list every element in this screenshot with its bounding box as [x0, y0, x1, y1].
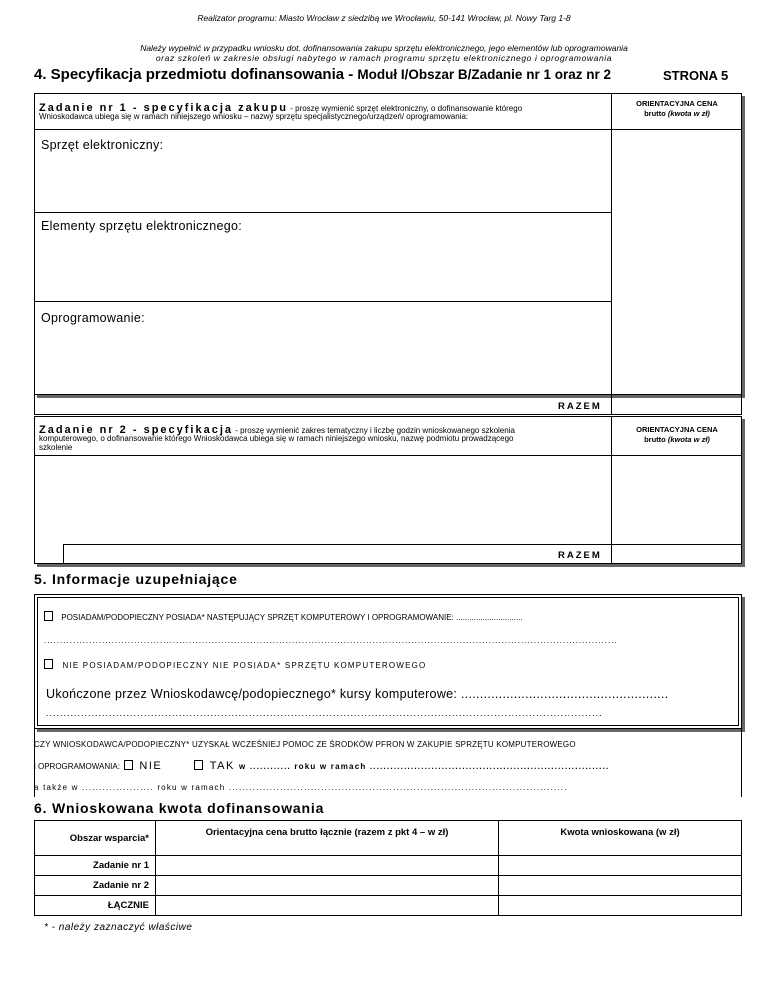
page-label: STRONA 5: [663, 68, 729, 83]
checkbox-has-equipment[interactable]: [44, 611, 53, 621]
header-realizator: Realizator programu: Miasto Wrocław z siedzibą we Wrocławiu, 50-141 Wrocław, pl. Nowy Targ 1-8: [197, 13, 571, 23]
row-label-total: ŁĄCZNIE: [35, 896, 156, 916]
section4-title: [34, 66, 611, 83]
task2-price-header: [612, 425, 742, 445]
training-field[interactable]: [35, 456, 611, 544]
task1-price-line1: ORIENTACYJNA CENA: [636, 99, 718, 108]
option-no-equipment: [44, 659, 426, 670]
section6-title: 6. Wnioskowana kwota dofinansowania: [34, 800, 325, 816]
answer-no-label: NIE: [139, 760, 163, 772]
total-amount-cell[interactable]: [499, 896, 742, 916]
row-label-task2: Zadanie nr 2: [35, 876, 156, 896]
task1-total-label: RAZEM: [558, 401, 602, 412]
label-hardware: Sprzęt elektroniczny:: [41, 138, 164, 152]
task1-price-header: [612, 99, 742, 119]
task1-desc: - proszę wymienić sprzęt elektroniczny, o dofinansowanie którego: [287, 104, 523, 113]
task2-amount-cell[interactable]: [499, 876, 742, 896]
col-amount-header: Kwota wnioskowana (w zł): [499, 821, 742, 856]
courses-dots-line[interactable]: ...............................................................................................................................................................: [46, 708, 603, 718]
task2-desc3: szkolenie: [39, 443, 73, 452]
task2-price-line1: ORIENTACYJNA CENA: [636, 425, 718, 434]
checkbox-answer-no[interactable]: [124, 760, 133, 770]
checkbox-no-equipment[interactable]: [44, 659, 53, 669]
section4-title-main: 4. Specyfikacja przedmiotu dofinansowania -: [34, 66, 358, 83]
label-software: Oprogramowanie:: [41, 311, 145, 325]
table-row: [35, 876, 742, 896]
software-field[interactable]: [35, 302, 611, 394]
option-has-equipment-label: POSIADAM/PODOPIECZNY POSIADA* NASTĘPUJĄCY SPRZĘT KOMPUTEROWY I OPROGRAMOWANIE: ..............................: [61, 613, 523, 622]
task2-price-line2: brutto (kwota w zł): [644, 435, 710, 444]
also-year-field[interactable]: a także w ..................... roku w ramach ...................................................................................................: [34, 783, 568, 792]
footnote: * - należy zaznaczyć właściwe: [44, 922, 193, 933]
funding-table: [34, 820, 742, 916]
courses-line[interactable]: Ukończone przez Wnioskodawcę/podopiecznego* kursy komputerowe: .......................................................: [46, 687, 669, 701]
section5-title: 5. Informacje uzupełniające: [34, 571, 238, 587]
label-elements: Elementy sprzętu elektronicznego:: [41, 219, 242, 233]
task1-title: Zadanie nr 1 - specyfikacja zakupu: [39, 102, 288, 114]
header-note-line2: oraz szkoleń w zakresie obsługi nabytego w ramach programu sprzętu elektronicznego i oprogramowania: [155, 53, 613, 63]
option-has-equipment: [44, 611, 523, 622]
task2-title: Zadanie nr 2 - specyfikacja: [39, 424, 234, 436]
elements-field[interactable]: [35, 213, 611, 301]
task2-desc2: komputerowego, o dofinansowanie którego Wnioskodawca ubiega się w ramach niniejszego wniosku, nazwę podmiotu prowadzącego: [39, 434, 514, 443]
task2-price-cell[interactable]: [156, 876, 499, 896]
checkbox-answer-yes[interactable]: [194, 760, 203, 770]
col-area-header: Obszar wsparcia*: [35, 821, 156, 856]
year-field[interactable]: w ............ roku w ramach ......................................................................: [239, 762, 610, 771]
task1-price-line2: brutto (kwota w zł): [644, 109, 710, 118]
task1-desc2: Wnioskodawca ubiega się w ramach niniejszego wniosku – nazwy sprzętu specjalistycznego/urządzeń/ oprogramowania:: [39, 112, 469, 121]
total-price-cell[interactable]: [156, 896, 499, 916]
question-prefix: i OPROGRAMOWANIA:: [34, 762, 120, 771]
task2-desc: - proszę wymienić zakres tematyczny i liczbę godzin wnioskowanego szkolenia: [233, 426, 515, 435]
row-label-task1: Zadanie nr 1: [35, 856, 156, 876]
table-row: [35, 896, 742, 916]
answer-yes-label: TAK: [209, 760, 235, 772]
section4-title-module: Moduł I/Obszar B/Zadanie nr 1 oraz nr 2: [357, 67, 611, 82]
task1-amount-cell[interactable]: [499, 856, 742, 876]
equipment-dots-line[interactable]: ..................................................................................................................................................................................: [44, 636, 618, 645]
header-note-line1: Należy wypełnić w przypadku wniosku dot. dofinansowania zakupu sprzętu elektronicznego, jego elementów lub oprogramowania: [140, 43, 628, 53]
task1-price-divider: [611, 93, 612, 395]
funding-table-header: [35, 821, 742, 856]
col-price-header: Orientacyjna cena brutto łącznie (razem z pkt 4 – w zł): [156, 821, 499, 856]
hardware-field[interactable]: [35, 130, 611, 212]
question-line2: [34, 760, 609, 772]
question-line1: CZY WNIOSKODAWCA/PODOPIECZNY* UZYSKAŁ WCZEŚNIEJ POMOC ZE ŚRODKÓW PFRON W ZAKUPIE SPRZĘTU KOMPUTEROWEGO: [34, 740, 576, 749]
task1-price-cell[interactable]: [156, 856, 499, 876]
task2-total-label: RAZEM: [558, 550, 602, 561]
table-row: [35, 856, 742, 876]
option-no-equipment-label: NIE POSIADAM/PODOPIECZNY NIE POSIADA* SPRZĘTU KOMPUTEROWEGO: [62, 661, 427, 670]
task1-total-field[interactable]: [612, 395, 741, 414]
task2-total-field[interactable]: [612, 545, 741, 563]
task2-total-left-divider: [63, 544, 64, 564]
